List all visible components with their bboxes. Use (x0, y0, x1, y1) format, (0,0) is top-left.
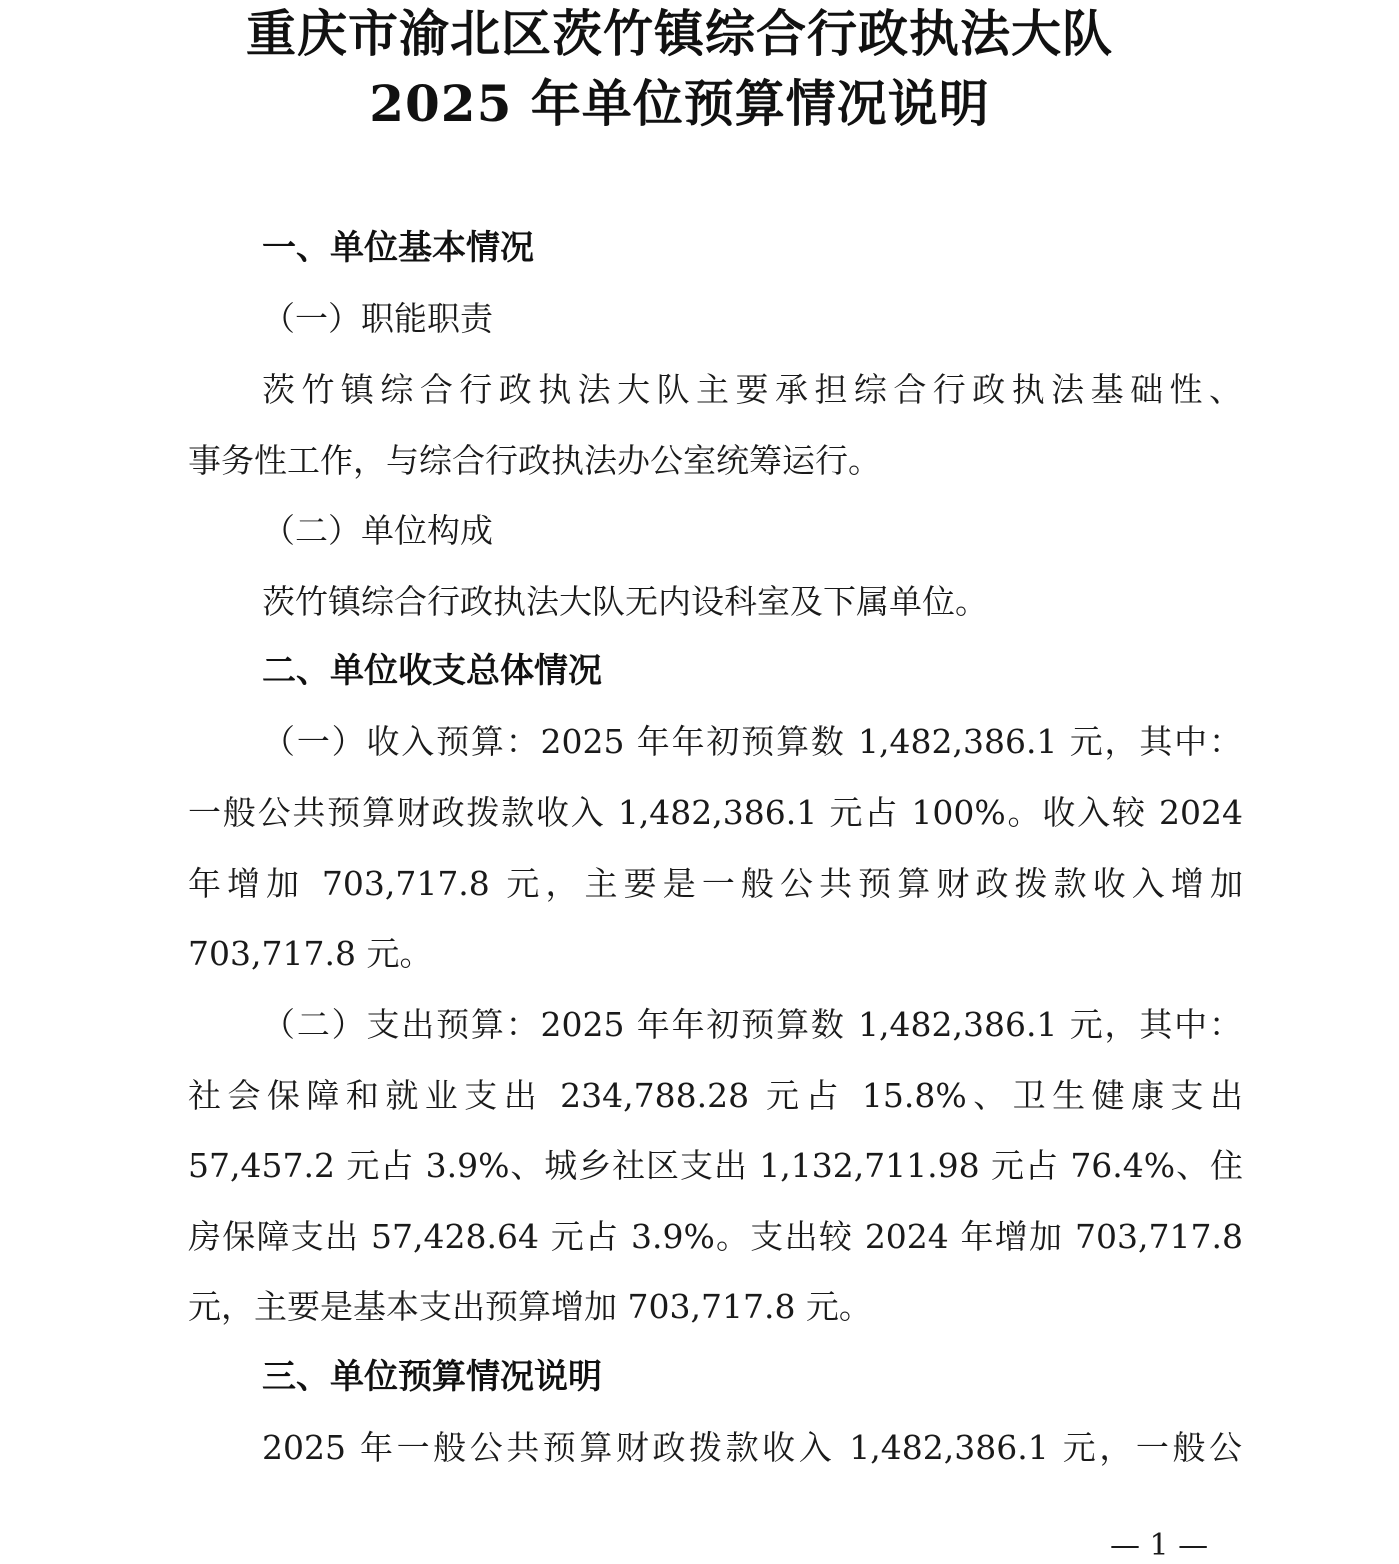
section3-text-line1: 2025 年一般公共预算财政拨款收入 1,482,386.1 元，一般公 (262, 1428, 1242, 1467)
income-paragraph-line1: （一）收入预算：2025 年年初预算数 1,482,386.1 元，其中： (262, 722, 1242, 761)
section1-sub1-heading: （一）职能职责 (262, 299, 493, 338)
income-paragraph-line3: 年增加 703,717.8 元，主要是一般公共预算财政拨款收入增加 (188, 864, 1243, 903)
section3-heading: 三、单位预算情况说明 (262, 1357, 602, 1397)
expense-paragraph-line4: 房保障支出 57,428.64 元占 3.9%。支出较 2024 年增加 703,717.8 (188, 1217, 1243, 1256)
expense-paragraph-line3: 57,457.2 元占 3.9%、城乡社区支出 1,132,711.98 元占 76.4%、住 (188, 1146, 1243, 1185)
page-number: — 1 — (1110, 1528, 1209, 1563)
document-title-line1: 重庆市渝北区茨竹镇综合行政执法大队 (246, 4, 1113, 63)
expense-paragraph-line1: （二）支出预算：2025 年年初预算数 1,482,386.1 元，其中： (262, 1005, 1242, 1044)
expense-paragraph-line5: 元，主要是基本支出预算增加 703,717.8 元。 (188, 1287, 872, 1326)
section1-sub1-text-line2: 事务性工作，与综合行政执法办公室统筹运行。 (188, 441, 881, 480)
income-paragraph-line4: 703,717.8 元。 (188, 934, 433, 973)
document-title-line2: 2025 年单位预算情况说明 (369, 74, 990, 133)
section1-heading: 一、单位基本情况 (262, 228, 534, 268)
section1-sub1-text-line1: 茨竹镇综合行政执法大队主要承担综合行政执法基础性、 (262, 370, 1242, 409)
section1-sub2-heading: （二）单位构成 (262, 511, 493, 550)
income-paragraph-line2: 一般公共预算财政拨款收入 1,482,386.1 元占 100%。收入较 2024 (188, 793, 1243, 832)
section1-sub2-text-line1: 茨竹镇综合行政执法大队无内设科室及下属单位。 (262, 582, 988, 621)
section2-heading: 二、单位收支总体情况 (262, 651, 602, 691)
expense-paragraph-line2: 社会保障和就业支出 234,788.28 元占 15.8%、卫生健康支出 (188, 1076, 1243, 1115)
